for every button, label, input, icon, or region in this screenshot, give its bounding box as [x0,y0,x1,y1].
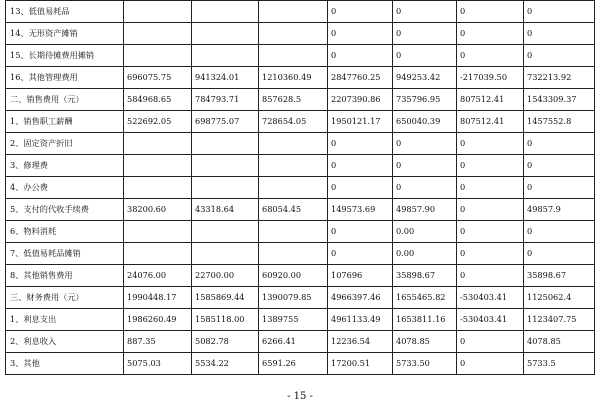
table-cell: 0 [328,1,393,23]
table-cell: 0 [393,1,457,23]
table-cell: 732213.92 [524,67,595,89]
row-label: 3、其他 [6,353,124,375]
table-cell: 49857.90 [393,199,457,221]
table-cell: 735796.95 [393,89,457,111]
table-cell [124,23,192,45]
table-cell: 0 [328,155,393,177]
table-cell: 941324.01 [192,67,259,89]
expense-table [5,0,595,375]
table-cell: 0 [524,45,595,67]
table-cell: 0 [457,133,524,155]
table-row [6,67,595,89]
table-cell: 1123407.75 [524,309,595,331]
table-cell [259,155,328,177]
table-cell: 22700.00 [192,265,259,287]
table-row [6,287,595,309]
table-cell: 4078.85 [524,331,595,353]
table-cell: 784793.71 [192,89,259,111]
table-cell: 807512.41 [457,111,524,133]
table-cell: 807512.41 [457,89,524,111]
table-cell: 1457552.8 [524,111,595,133]
table-cell [124,221,192,243]
table-cell: 0 [457,177,524,199]
table-cell: 1125062.4 [524,287,595,309]
table-cell: 1543309.37 [524,89,595,111]
row-label: 2、固定资产折旧 [6,133,124,155]
table-cell: 0 [524,133,595,155]
row-label: 15、长期待摊费用摊销 [6,45,124,67]
table-row [6,177,595,199]
table-cell: 0 [393,133,457,155]
table-cell [192,23,259,45]
table-cell [124,45,192,67]
table-cell: 0 [328,243,393,265]
table-cell: 1950121.17 [328,111,393,133]
table-cell: 0 [457,331,524,353]
table-cell: 0 [457,199,524,221]
table-cell: 5534.22 [192,353,259,375]
table-cell: 4078.85 [393,331,457,353]
table-row [6,89,595,111]
table-cell: 1653811.16 [393,309,457,331]
table-cell: 5082.78 [192,331,259,353]
table-cell: 0 [328,45,393,67]
table-cell: -530403.41 [457,309,524,331]
table-cell [124,243,192,265]
table-cell: 0.00 [393,243,457,265]
table-cell: 696075.75 [124,67,192,89]
table-cell: 949253.42 [393,67,457,89]
table-row [6,331,595,353]
table-cell: -217039.50 [457,67,524,89]
table-cell: 4966397.46 [328,287,393,309]
table-row [6,243,595,265]
table-cell: 5733.5 [524,353,595,375]
table-row [6,111,595,133]
table-cell [259,45,328,67]
table-cell: 0 [524,155,595,177]
table-row [6,353,595,375]
table-cell: 1655465.82 [393,287,457,309]
table-cell: 149573.69 [328,199,393,221]
page-number: - 15 - [287,391,313,402]
table-row [6,155,595,177]
table-cell [259,133,328,155]
table-cell: 0 [524,177,595,199]
row-label: 8、其他销售费用 [6,265,124,287]
table-row [6,1,595,23]
table-cell [124,155,192,177]
table-cell: 522692.05 [124,111,192,133]
table-cell: 0 [457,265,524,287]
table-cell: 887.35 [124,331,192,353]
table-cell [192,155,259,177]
row-label: 14、无形资产摊销 [6,23,124,45]
row-label: 7、低值易耗品摊销 [6,243,124,265]
table-cell: 0 [457,155,524,177]
table-cell: 1585869.44 [192,287,259,309]
table-cell: 0.00 [393,221,457,243]
table-cell: 728654.05 [259,111,328,133]
table-row [6,23,595,45]
table-cell: 0 [328,221,393,243]
table-cell: 1585118.00 [192,309,259,331]
table-cell: 0 [457,23,524,45]
row-label: 16、其他管理费用 [6,67,124,89]
table-cell: 0 [393,177,457,199]
table-cell [192,45,259,67]
table-cell: 2207390.86 [328,89,393,111]
table-cell: 107696 [328,265,393,287]
table-cell: 1990448.17 [124,287,192,309]
table-cell: 0 [457,353,524,375]
expense-table-body [6,1,595,375]
table-cell: 1390079.85 [259,287,328,309]
table-cell: 6266.41 [259,331,328,353]
table-cell [124,1,192,23]
row-label: 1、销售职工薪酬 [6,111,124,133]
table-row [6,309,595,331]
table-row [6,221,595,243]
table-cell: 5733.50 [393,353,457,375]
table-cell: 0 [524,221,595,243]
table-row [6,133,595,155]
table-row [6,265,595,287]
table-cell: 0 [328,23,393,45]
table-cell: 5075.03 [124,353,192,375]
table-cell [124,177,192,199]
table-cell: 4961133.49 [328,309,393,331]
table-cell: 0 [524,23,595,45]
table-cell: 2847760.25 [328,67,393,89]
table-cell: 6591.26 [259,353,328,375]
table-cell [259,243,328,265]
table-cell: 1210360.49 [259,67,328,89]
row-label: 三、财务费用（元） [6,287,124,309]
row-label: 5、支付的代收手续费 [6,199,124,221]
table-cell: 43318.64 [192,199,259,221]
table-cell [192,221,259,243]
table-cell: 38200.60 [124,199,192,221]
table-cell: 24076.00 [124,265,192,287]
table-cell: 68054.45 [259,199,328,221]
table-cell: 12236.54 [328,331,393,353]
table-cell [192,177,259,199]
table-cell: 35898.67 [524,265,595,287]
table-cell: 0 [328,177,393,199]
table-cell: 0 [328,133,393,155]
table-cell: 650040.39 [393,111,457,133]
table-cell: 0 [457,243,524,265]
table-cell: 0 [393,45,457,67]
table-cell: 857628.5 [259,89,328,111]
row-label: 3、修理费 [6,155,124,177]
table-cell: 0 [393,23,457,45]
table-cell: 0 [457,1,524,23]
table-cell: 584968.65 [124,89,192,111]
row-label: 13、低值易耗品 [6,1,124,23]
table-cell [192,243,259,265]
table-cell: 0 [524,1,595,23]
table-cell: 60920.00 [259,265,328,287]
table-cell [192,1,259,23]
table-cell [259,221,328,243]
table-cell: 0 [457,45,524,67]
table-cell: 0 [524,243,595,265]
table-cell [259,177,328,199]
row-label: 二、销售费用（元） [6,89,124,111]
table-row [6,199,595,221]
table-cell [259,23,328,45]
table-row [6,45,595,67]
row-label: 1、利息支出 [6,309,124,331]
table-cell: 17200.51 [328,353,393,375]
table-cell: -530403.41 [457,287,524,309]
table-cell: 49857.9 [524,199,595,221]
row-label: 6、物料消耗 [6,221,124,243]
table-cell: 35898.67 [393,265,457,287]
table-cell: 1986260.49 [124,309,192,331]
table-cell [192,133,259,155]
table-cell: 698775.07 [192,111,259,133]
row-label: 4、办公费 [6,177,124,199]
table-cell [259,1,328,23]
table-cell [124,133,192,155]
table-cell: 0 [457,221,524,243]
row-label: 2、利息收入 [6,331,124,353]
table-cell: 1389755 [259,309,328,331]
table-cell: 0 [393,155,457,177]
